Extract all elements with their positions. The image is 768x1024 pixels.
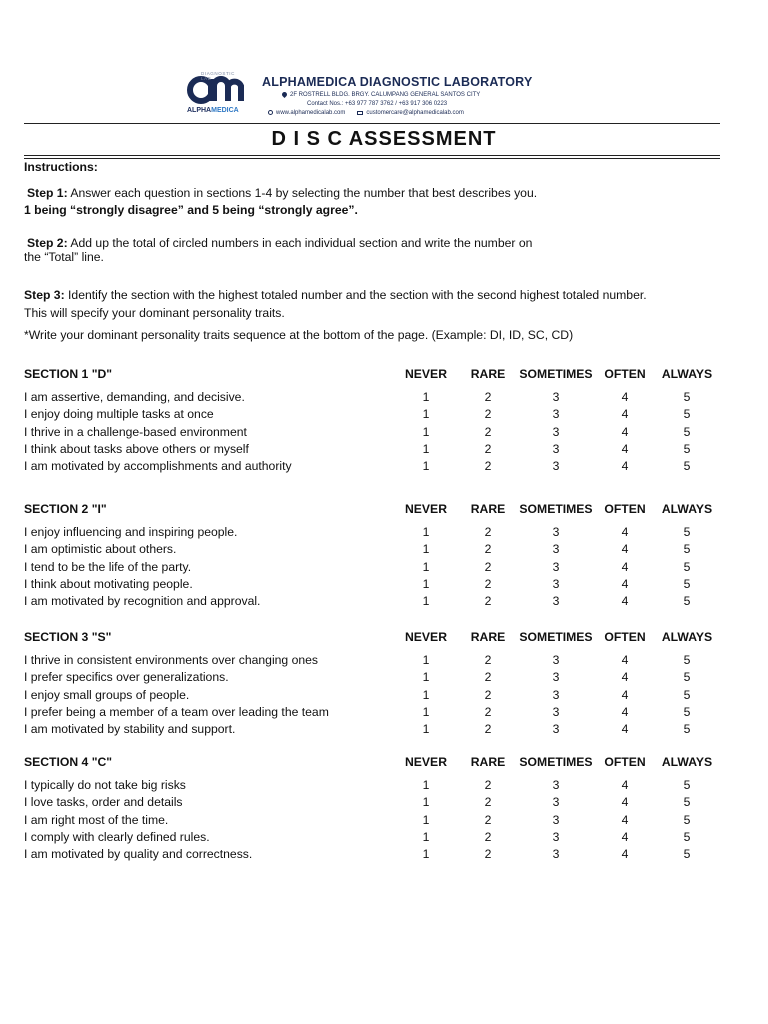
rating-option-5[interactable]: 5 — [683, 424, 691, 439]
rating-option-1[interactable]: 1 — [422, 687, 430, 702]
rating-option-4[interactable]: 4 — [621, 670, 629, 685]
statement-row — [24, 813, 724, 830]
rating-option-4[interactable]: 4 — [621, 687, 629, 702]
rating-option-2[interactable]: 2 — [484, 687, 492, 702]
statement-row — [24, 653, 724, 670]
statement-text: I comply with clearly defined rules. — [24, 829, 210, 844]
statement-text: I am motivated by recognition and approval. — [24, 594, 261, 609]
rating-option-2[interactable]: 2 — [484, 829, 492, 844]
letterhead — [185, 70, 533, 120]
rating-option-2[interactable]: 2 — [484, 722, 492, 737]
rating-option-3[interactable]: 3 — [552, 441, 560, 456]
statement-row — [24, 425, 724, 442]
rating-option-4[interactable]: 4 — [621, 390, 629, 404]
am-logo — [185, 70, 247, 116]
location-pin-icon — [281, 91, 288, 98]
section-heading: SECTION 2 "I" — [24, 502, 107, 516]
statement-text: I enjoy influencing and inspiring people. — [24, 525, 238, 539]
statement-text: I typically do not take big risks — [24, 778, 186, 792]
statement-row — [24, 688, 724, 705]
rating-option-1[interactable]: 1 — [422, 704, 430, 719]
rating-option-1[interactable]: 1 — [422, 559, 430, 574]
statement-text: I thrive in a challenge-based environment — [24, 424, 247, 439]
statement-text: I prefer specifics over generalizations. — [24, 670, 229, 685]
column-header-never: NEVER — [405, 755, 447, 769]
rating-option-1[interactable]: 1 — [422, 722, 430, 737]
statement-row — [24, 778, 724, 795]
statement-row — [24, 525, 724, 542]
title-divider-bottom — [24, 158, 720, 159]
rating-option-5[interactable]: 5 — [683, 687, 691, 702]
statement-text: I am motivated by accomplishments and authority — [24, 459, 292, 474]
rating-option-4[interactable]: 4 — [621, 424, 629, 439]
statement-text: I love tasks, order and details — [24, 795, 183, 810]
column-header-rare: RARE — [470, 755, 506, 769]
rating-option-5[interactable]: 5 — [683, 778, 691, 792]
rating-option-4[interactable]: 4 — [621, 525, 629, 539]
rating-option-5[interactable]: 5 — [683, 795, 691, 810]
rating-option-2[interactable]: 2 — [484, 424, 492, 439]
rating-option-3[interactable]: 3 — [552, 847, 560, 862]
rating-option-5[interactable]: 5 — [683, 670, 691, 685]
rating-option-5[interactable]: 5 — [683, 829, 691, 844]
rating-option-4[interactable]: 4 — [621, 704, 629, 719]
rating-option-4[interactable]: 4 — [621, 829, 629, 844]
website-link[interactable]: www.alphamedicalab.com — [276, 110, 346, 117]
header-divider — [24, 123, 720, 124]
rating-option-5[interactable]: 5 — [683, 704, 691, 719]
rating-option-2[interactable]: 2 — [484, 542, 492, 557]
column-header-never: NEVER — [405, 367, 447, 381]
rating-option-4[interactable]: 4 — [621, 407, 629, 422]
rating-option-1[interactable]: 1 — [422, 576, 430, 591]
rating-option-3[interactable]: 3 — [552, 670, 560, 685]
instructions-note: *Write your dominant personality traits sequence at the bottom of the page. (Example: DI, ID, SC, CD) — [24, 328, 574, 342]
column-header-sometimes: SOMETIMES — [519, 630, 593, 644]
statement-row — [24, 594, 724, 611]
rating-option-2[interactable]: 2 — [484, 704, 492, 719]
rating-option-2[interactable]: 2 — [484, 594, 492, 609]
step-2-cont: the “Total” line. — [24, 250, 104, 264]
section-heading: SECTION 1 "D" — [24, 367, 113, 381]
rating-option-5[interactable]: 5 — [683, 390, 691, 404]
rating-option-2[interactable]: 2 — [484, 847, 492, 862]
section-heading: SECTION 4 "C" — [24, 755, 113, 769]
rating-option-2[interactable]: 2 — [484, 525, 492, 539]
rating-option-3[interactable]: 3 — [552, 704, 560, 719]
rating-option-1[interactable]: 1 — [422, 829, 430, 844]
statement-text: I am right most of the time. — [24, 812, 169, 827]
statement-row — [24, 847, 724, 864]
rating-option-2[interactable]: 2 — [484, 812, 492, 827]
statement-row — [24, 722, 724, 739]
rating-option-3[interactable]: 3 — [552, 459, 560, 474]
column-header-never: NEVER — [405, 630, 447, 644]
statement-text: I enjoy small groups of people. — [24, 687, 190, 702]
rating-option-3[interactable]: 3 — [552, 390, 560, 404]
rating-option-1[interactable]: 1 — [422, 407, 430, 422]
rating-option-1[interactable]: 1 — [422, 847, 430, 862]
rating-option-1[interactable]: 1 — [422, 670, 430, 685]
page-title: D I S C ASSESSMENT — [271, 128, 497, 150]
rating-option-1[interactable]: 1 — [422, 812, 430, 827]
statement-row — [24, 795, 724, 812]
column-header-never: NEVER — [405, 502, 447, 516]
rating-option-1[interactable]: 1 — [422, 778, 430, 792]
statement-row — [24, 390, 724, 407]
rating-option-3[interactable]: 3 — [552, 559, 560, 574]
statement-text: I am motivated by stability and support. — [24, 722, 236, 737]
rating-option-4[interactable]: 4 — [621, 459, 629, 474]
rating-option-1[interactable]: 1 — [422, 441, 430, 456]
column-header-often: OFTEN — [604, 630, 646, 644]
rating-option-1[interactable]: 1 — [422, 390, 430, 404]
mail-icon — [357, 111, 363, 115]
rating-option-5[interactable]: 5 — [683, 594, 691, 609]
statement-row — [24, 542, 724, 559]
column-header-often: OFTEN — [604, 502, 646, 516]
lab-address: 2F ROSTRELL BLDG. BRGY. CALUMPANG GENERAL SANTOS CITY — [282, 92, 480, 98]
globe-icon — [268, 110, 273, 115]
rating-option-3[interactable]: 3 — [552, 424, 560, 439]
section-heading: SECTION 3 "S" — [24, 630, 112, 644]
section-3 — [24, 630, 724, 740]
rating-option-1[interactable]: 1 — [422, 542, 430, 557]
rating-option-2[interactable]: 2 — [484, 670, 492, 685]
column-header-sometimes: SOMETIMES — [519, 502, 593, 516]
statement-row — [24, 670, 724, 687]
column-header-rare: RARE — [470, 630, 506, 644]
rating-option-5[interactable]: 5 — [683, 459, 691, 474]
statement-row — [24, 459, 724, 476]
column-header-always: ALWAYS — [661, 502, 713, 516]
step-3: Step 3: Identify the section with the highest totaled number and the section with the second highest totaled number. — [24, 288, 647, 302]
column-header-sometimes: SOMETIMES — [519, 755, 593, 769]
column-header-always: ALWAYS — [661, 755, 713, 769]
rating-option-5[interactable]: 5 — [683, 722, 691, 737]
rating-option-3[interactable]: 3 — [552, 829, 560, 844]
rating-option-5[interactable]: 5 — [683, 559, 691, 574]
rating-option-3[interactable]: 3 — [552, 407, 560, 422]
rating-option-3[interactable]: 3 — [552, 812, 560, 827]
rating-option-2[interactable]: 2 — [484, 559, 492, 574]
rating-option-4[interactable]: 4 — [621, 812, 629, 827]
rating-option-3[interactable]: 3 — [552, 525, 560, 539]
column-header-always: ALWAYS — [661, 367, 713, 381]
statement-text: I think about tasks above others or myself — [24, 441, 249, 456]
rating-option-4[interactable]: 4 — [621, 594, 629, 609]
statement-row — [24, 442, 724, 459]
rating-option-5[interactable]: 5 — [683, 847, 691, 862]
statement-text: I am motivated by quality and correctness. — [24, 847, 253, 862]
rating-option-4[interactable]: 4 — [621, 576, 629, 591]
rating-option-4[interactable]: 4 — [621, 847, 629, 862]
logo-brand: ALPHAMEDICA — [187, 107, 239, 114]
rating-option-4[interactable]: 4 — [621, 778, 629, 792]
rating-option-2[interactable]: 2 — [484, 390, 492, 404]
statement-text: I am assertive, demanding, and decisive. — [24, 390, 245, 404]
rating-option-4[interactable]: 4 — [621, 722, 629, 737]
rating-option-4[interactable]: 4 — [621, 542, 629, 557]
rating-option-1[interactable]: 1 — [422, 459, 430, 474]
rating-option-5[interactable]: 5 — [683, 441, 691, 456]
section-2 — [24, 502, 724, 612]
email-link[interactable]: customercare@alphamedicalab.com — [366, 110, 464, 117]
rating-option-2[interactable]: 2 — [484, 407, 492, 422]
rating-option-3[interactable]: 3 — [552, 778, 560, 792]
column-header-always: ALWAYS — [661, 630, 713, 644]
statement-text: I thrive in consistent environments over changing ones — [24, 653, 319, 667]
rating-option-4[interactable]: 4 — [621, 653, 629, 667]
statement-row — [24, 705, 724, 722]
rating-option-2[interactable]: 2 — [484, 653, 492, 667]
rating-option-2[interactable]: 2 — [484, 576, 492, 591]
statement-text: I am optimistic about others. — [24, 542, 177, 557]
rating-option-5[interactable]: 5 — [683, 812, 691, 827]
lab-contact: Contact Nos.: +63 977 787 3762 / +63 917 306 0223 — [307, 101, 448, 107]
rating-option-3[interactable]: 3 — [552, 687, 560, 702]
rating-option-3[interactable]: 3 — [552, 576, 560, 591]
statement-text: I think about motivating people. — [24, 576, 193, 591]
section-1 — [24, 367, 724, 477]
statement-row — [24, 577, 724, 594]
statement-row — [24, 407, 724, 424]
rating-option-4[interactable]: 4 — [621, 441, 629, 456]
lab-name: ALPHAMEDICA DIAGNOSTIC LABORATORY — [262, 75, 533, 89]
rating-option-1[interactable]: 1 — [422, 594, 430, 609]
rating-option-5[interactable]: 5 — [683, 576, 691, 591]
column-header-often: OFTEN — [604, 367, 646, 381]
rating-option-1[interactable]: 1 — [422, 525, 430, 539]
rating-option-3[interactable]: 3 — [552, 795, 560, 810]
rating-option-3[interactable]: 3 — [552, 722, 560, 737]
step-1: Step 1: Answer each question in sections 1-4 by selecting the number that best describes you. — [27, 186, 538, 200]
rating-option-5[interactable]: 5 — [683, 407, 691, 422]
rating-option-1[interactable]: 1 — [422, 424, 430, 439]
column-header-rare: RARE — [470, 502, 506, 516]
rating-option-1[interactable]: 1 — [422, 653, 430, 667]
rating-option-3[interactable]: 3 — [552, 594, 560, 609]
step-3-cont: This will specify your dominant personality traits. — [24, 306, 285, 320]
instructions-heading: Instructions: — [24, 160, 98, 174]
statement-row — [24, 560, 724, 577]
statement-text: I tend to be the life of the party. — [24, 559, 192, 574]
rating-option-3[interactable]: 3 — [552, 653, 560, 667]
column-header-sometimes: SOMETIMES — [519, 367, 593, 381]
rating-option-5[interactable]: 5 — [683, 525, 691, 539]
logo-tagline: DIAGNOSTIC LAB — [201, 71, 236, 81]
rating-option-4[interactable]: 4 — [621, 795, 629, 810]
rating-option-5[interactable]: 5 — [683, 542, 691, 557]
column-header-often: OFTEN — [604, 755, 646, 769]
rating-option-4[interactable]: 4 — [621, 559, 629, 574]
rating-option-2[interactable]: 2 — [484, 795, 492, 810]
rating-option-2[interactable]: 2 — [484, 778, 492, 792]
statement-text: I prefer being a member of a team over leading the team — [24, 704, 329, 719]
statement-row — [24, 830, 724, 847]
rating-option-1[interactable]: 1 — [422, 795, 430, 810]
rating-option-5[interactable]: 5 — [683, 653, 691, 667]
section-4 — [24, 755, 724, 865]
lab-web-email — [268, 110, 464, 116]
step-2: Step 2: Add up the total of circled numbers in each individual section and write the number on — [27, 236, 533, 250]
rating-option-3[interactable]: 3 — [552, 542, 560, 557]
column-header-rare: RARE — [470, 367, 506, 381]
step-1-scale: 1 being “strongly disagree” and 5 being “strongly agree”. — [24, 203, 358, 217]
rating-option-2[interactable]: 2 — [484, 441, 492, 456]
rating-option-2[interactable]: 2 — [484, 459, 492, 474]
statement-text: I enjoy doing multiple tasks at once — [24, 407, 214, 422]
title-divider-top — [24, 155, 720, 156]
